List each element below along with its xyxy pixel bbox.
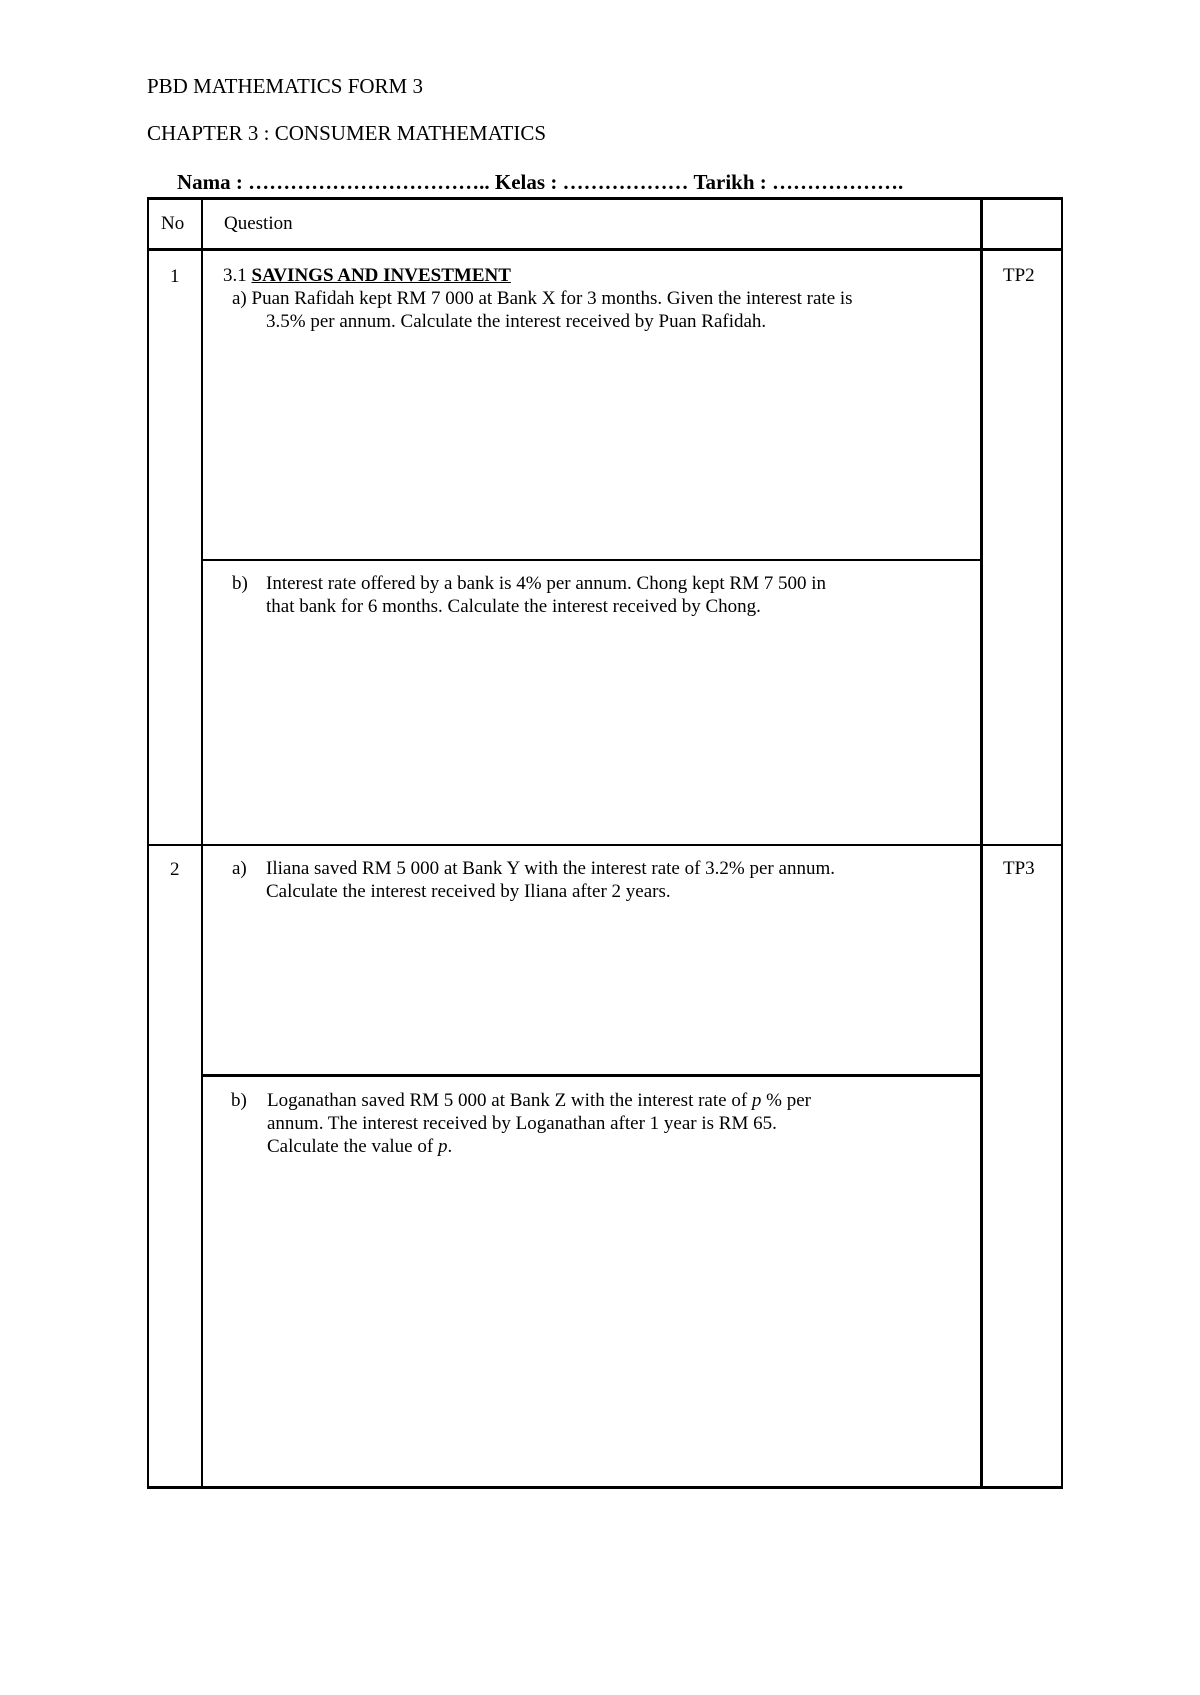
question-1a: 3.1 SAVINGS AND INVESTMENT a) Puan Rafidah kept RM 7 000 at Bank X for 3 months. Given the interest rate is 3.5% per annum. Calculate the interest received by Puan Rafidah. [223, 264, 973, 333]
question-2a: a) Iliana saved RM 5 000 at Bank Y with the interest rate of 3.2% per annum. Calculate the interest received by Iliana after 2 years. [232, 858, 835, 902]
column-header-question: Question [224, 213, 293, 234]
kelas-field: Kelas : ……………… [494, 170, 694, 194]
row-number: 2 [170, 859, 180, 880]
student-info-line [177, 170, 903, 195]
question-1b: b) Interest rate offered by a bank is 4% per annum. Chong kept RM 7 500 in that bank for 6 months. Calculate the interest received by Chong. [232, 573, 827, 617]
chapter-title: CHAPTER 3 : CONSUMER MATHEMATICS [147, 121, 547, 145]
header-row-divider [147, 248, 1063, 251]
tarikh-field: Tarikh : ………………. [693, 170, 904, 194]
no-column-divider [201, 197, 203, 1489]
tp-level: TP3 [1003, 858, 1035, 879]
question-2b: b) Loganathan saved RM 5 000 at Bank Z with the interest rate of p % per annum. The interest received by Loganathan after 1 year is RM 65. Calculate the value of p. [231, 1090, 811, 1157]
table-border-left [147, 197, 149, 1489]
table-border-top [147, 197, 1063, 200]
tp-level: TP2 [1003, 265, 1035, 286]
row-divider [147, 844, 1063, 846]
tp-column-divider [980, 197, 983, 1489]
row-number: 1 [170, 266, 180, 287]
table-border-right [1061, 197, 1063, 1489]
q2-ab-divider [201, 1074, 981, 1077]
table-border-bottom [147, 1486, 1063, 1489]
nama-field: Nama : …………………………….. [177, 170, 495, 194]
section-heading: 3.1 SAVINGS AND INVESTMENT [223, 265, 511, 286]
page-title: PBD MATHEMATICS FORM 3 [147, 74, 423, 98]
column-header-no: No [161, 213, 185, 234]
q1-ab-divider [201, 559, 981, 561]
